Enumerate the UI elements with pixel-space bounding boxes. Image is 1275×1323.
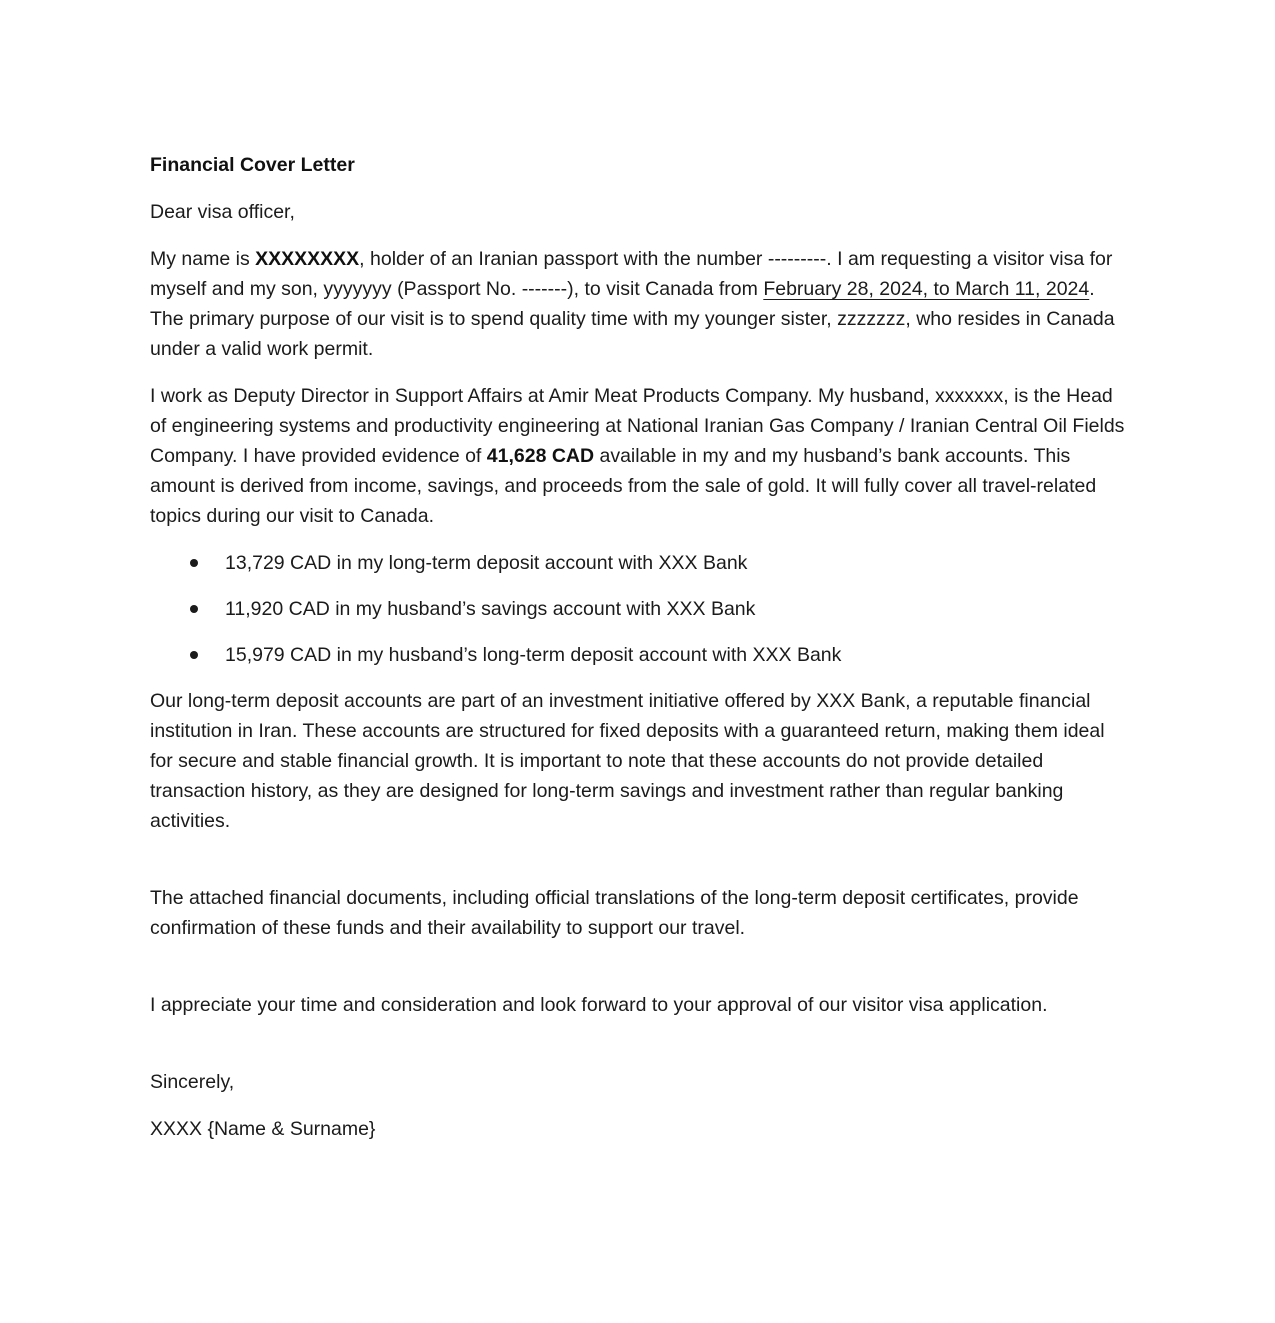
fund-item-text: 13,729 CAD in my long-term deposit account with XXX Bank	[225, 552, 748, 574]
salutation: Dear visa officer,	[150, 201, 295, 223]
travel-dates: February 28, 2024, to March 11, 2024	[763, 278, 1090, 300]
funds-list	[150, 548, 1125, 670]
intro-run-3: , holder of an Iranian passport with the number ---------. I am requesting a visitor visa for myself and my son, yyyyyyy (Passport No. -------), to visit Canada from	[150, 248, 1113, 300]
paragraph-work	[150, 381, 1125, 531]
list-item	[150, 548, 1125, 578]
closing: Sincerely,	[150, 1071, 235, 1093]
fund-item-text: 15,979 CAD in my husband’s long-term deposit account with XXX Bank	[225, 644, 842, 666]
work-run-3: available in my and my husband’s bank accounts. This amount is derived from income, savings, and proceeds from the sale of gold. It will fully cover all travel-related topics during our visit to Canada.	[150, 445, 1097, 527]
paragraph-accounts: Our long-term deposit accounts are part of an investment initiative offered by XXX Bank, a reputable financial institution in Iran. These accounts are structured for fixed deposits with a guaranteed return, making them ideal for secure and stable financial growth. It is important to note that these accounts do not provide detailed transaction history, as they are designed for long-term savings and investment rather than regular banking activities.	[150, 690, 1105, 832]
paragraph-appreciation: I appreciate your time and consideration and look forward to your approval of our visitor visa application.	[150, 994, 1048, 1016]
intro-run-5: . The primary purpose of our visit is to spend quality time with my younger sister, zzzzzzz, who resides in Canada under a valid work permit.	[150, 278, 1115, 360]
signature: XXXX {Name & Surname}	[150, 1118, 376, 1140]
paragraph-documents: The attached financial documents, including official translations of the long-term deposit certificates, provide confirmation of these funds and their availability to support our travel.	[150, 887, 1079, 939]
total-funds-amount: 41,628 CAD	[486, 445, 595, 467]
fund-item-text: 11,920 CAD in my husband’s savings account with XXX Bank	[225, 598, 756, 620]
bullet-icon	[190, 605, 198, 613]
list-item	[150, 640, 1125, 670]
letter-title: Financial Cover Letter	[150, 154, 355, 176]
bullet-icon	[190, 559, 198, 567]
list-item	[150, 594, 1125, 624]
applicant-name-placeholder: XXXXXXXX	[255, 248, 360, 270]
paragraph-intro	[150, 244, 1125, 364]
intro-run-1: My name is	[150, 248, 256, 270]
bullet-icon	[190, 651, 198, 659]
work-run-1: I work as Deputy Director in Support Affairs at Amir Meat Products Company. My husband, xxxxxxx, is the Head of engineering systems and productivity engineering at National Iranian Gas Company / Iranian Central Oil Fields Company. I have provided evidence of	[150, 385, 1125, 467]
